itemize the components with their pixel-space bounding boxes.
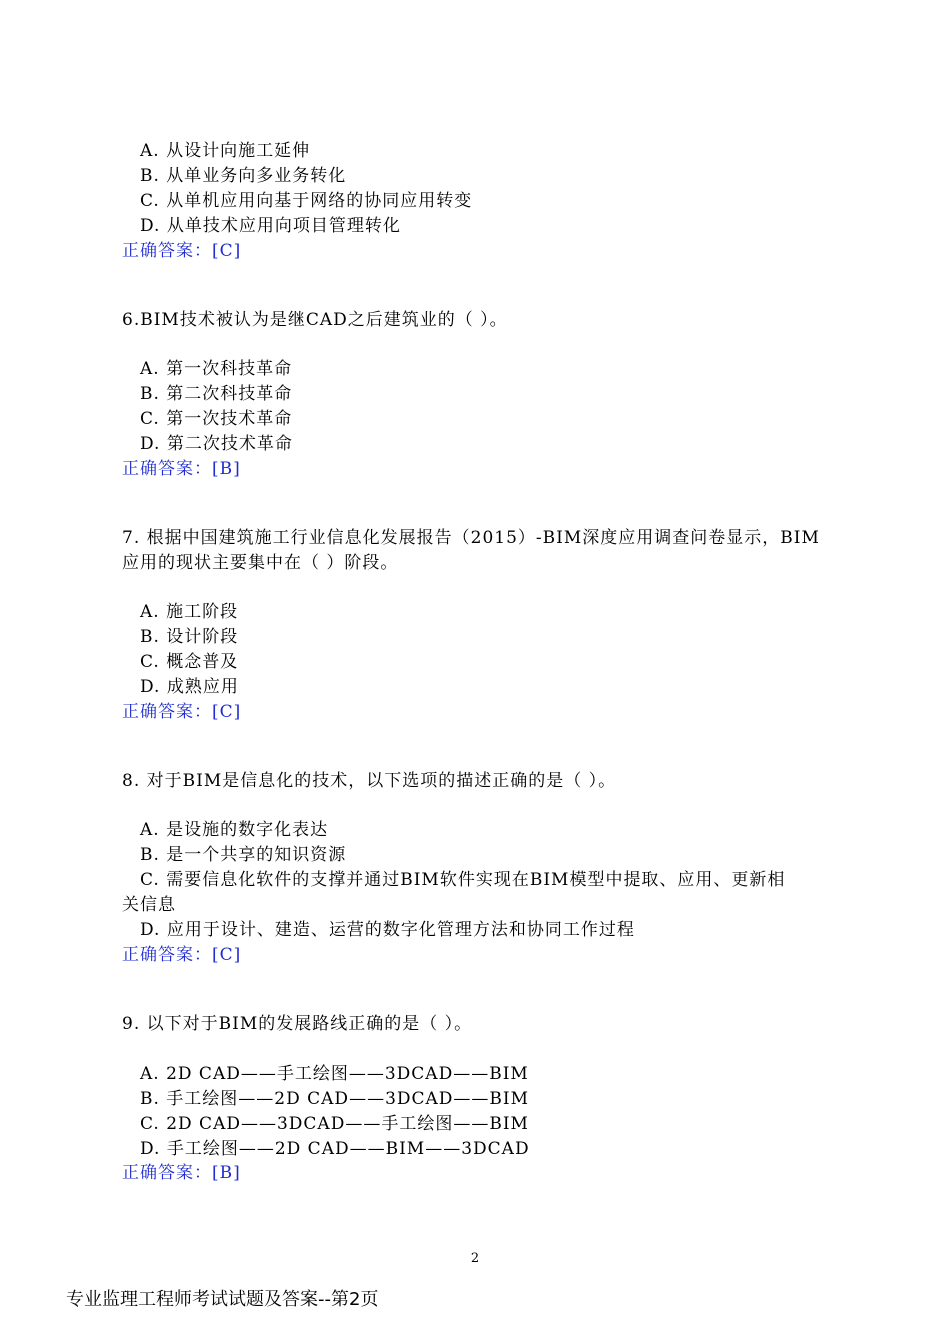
q8-answer: 正确答案：[C] (122, 945, 242, 965)
q8-option-c-line2: 关信息 (122, 895, 176, 915)
q9-question: 9. 以下对于BIM的发展路线正确的是（ ）。 (122, 1014, 473, 1034)
q5-option-d: D. 从单技术应用向项目管理转化 (140, 216, 401, 236)
q8-question: 8. 对于BIM是信息化的技术，以下选项的描述正确的是（ ）。 (122, 771, 617, 791)
q5-option-b: B. 从单业务向多业务转化 (140, 166, 347, 186)
page-number: 2 (470, 1251, 480, 1266)
q8-option-d: D. 应用于设计、建造、运营的数字化管理方法和协同工作过程 (140, 920, 635, 940)
q8-option-b: B. 是一个共享的知识资源 (140, 845, 347, 865)
q7-option-d: D. 成熟应用 (140, 677, 239, 697)
q7-question-line2: 应用的现状主要集中在（ ）阶段。 (122, 553, 399, 573)
q8-option-c-line1: C. 需要信息化软件的支撑并通过BIM软件实现在BIM模型中提取、应用、更新相 (140, 870, 786, 890)
q8-option-a: A. 是设施的数字化表达 (140, 820, 329, 840)
q6-option-c: C. 第一次技术革命 (140, 409, 293, 429)
q7-option-b: B. 设计阶段 (140, 627, 239, 647)
q6-question: 6.BIM技术被认为是继CAD之后建筑业的（ ）。 (122, 310, 508, 330)
q6-answer: 正确答案：[B] (122, 459, 241, 479)
q6-option-b: B. 第二次科技革命 (140, 384, 293, 404)
q7-question-line1: 7. 根据中国建筑施工行业信息化发展报告（2015）-BIM深度应用调查问卷显示，BIM (122, 528, 820, 548)
q6-option-a: A. 第一次科技革命 (140, 359, 293, 379)
q7-option-a: A. 施工阶段 (140, 602, 239, 622)
footer-title: 专业监理工程师考试试题及答案--第2页 (66, 1289, 379, 1310)
q9-option-b: B. 手工绘图——2D CAD——3DCAD——BIM (140, 1089, 530, 1109)
q7-answer: 正确答案：[C] (122, 702, 242, 722)
q9-answer: 正确答案：[B] (122, 1163, 241, 1183)
q6-option-d: D. 第二次技术革命 (140, 434, 293, 454)
q9-option-d: D. 手工绘图——2D CAD——BIM——3DCAD (140, 1139, 530, 1159)
q7-option-c: C. 概念普及 (140, 652, 239, 672)
q9-option-a: A. 2D CAD——手工绘图——3DCAD——BIM (140, 1064, 529, 1084)
q5-option-c: C. 从单机应用向基于网络的协同应用转变 (140, 191, 473, 211)
q5-option-a: A. 从设计向施工延伸 (140, 141, 311, 161)
q5-answer: 正确答案：[C] (122, 241, 242, 261)
q9-option-c: C. 2D CAD——3DCAD——手工绘图——BIM (140, 1114, 529, 1134)
